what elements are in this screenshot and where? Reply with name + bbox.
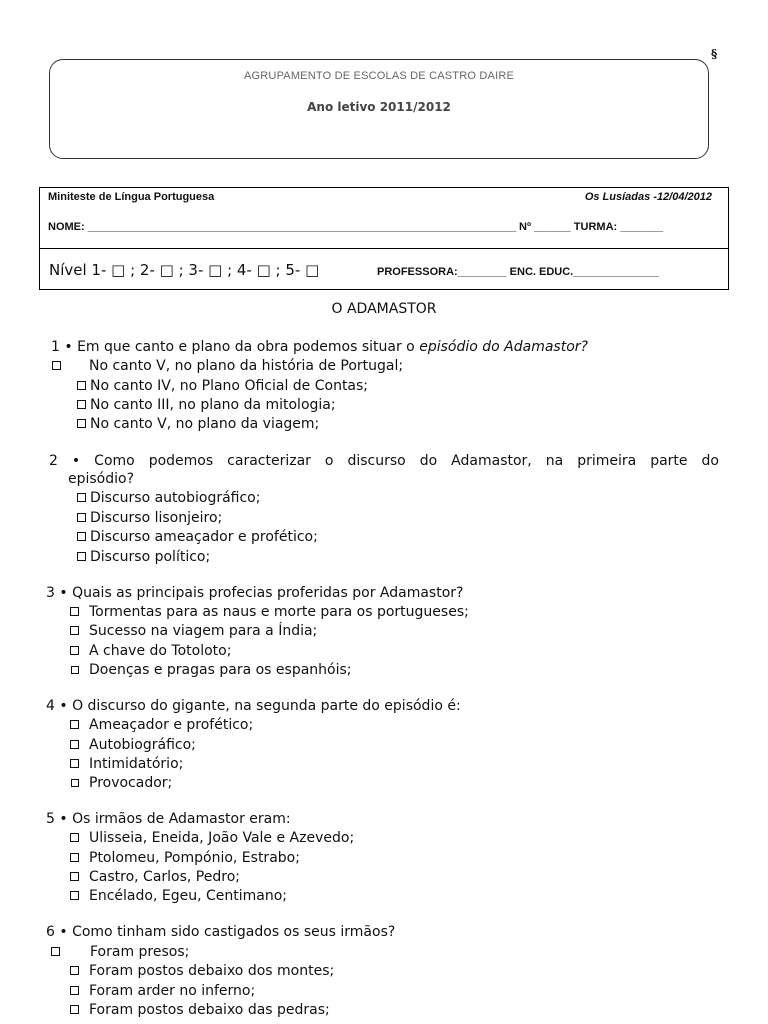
checkbox-icon — [71, 666, 79, 674]
option-checkbox: No canto IV, no Plano Oficial de Contas; — [77, 377, 368, 396]
question-4-text: 4 • O discurso do gigante, na segunda parte do episódio é: — [46, 698, 461, 714]
question-5-text: 5 • Os irmãos de Adamastor eram: — [46, 811, 291, 827]
school-year: Ano letivo 2011/2012 — [307, 100, 451, 114]
option-checkbox: A chave do Totoloto; — [70, 642, 231, 661]
option-checkbox: Foram arder no inferno; — [70, 982, 255, 1001]
checkbox-icon — [70, 646, 79, 655]
checkbox-icon — [51, 947, 60, 956]
school-name: AGRUPAMENTO DE ESCOLAS DE CASTRO DAIRE — [243, 70, 515, 82]
checkbox-icon — [70, 740, 79, 749]
checkbox-icon — [77, 381, 86, 390]
checkbox-icon — [70, 872, 79, 881]
option-checkbox: Discurso ameaçador e profético; — [77, 528, 318, 547]
info-row-bottom — [40, 249, 728, 290]
info-row-top — [40, 188, 728, 249]
checkbox-icon — [70, 720, 79, 729]
option-checkbox: Tormentas para as naus e morte para os portugueses; — [70, 603, 469, 622]
checkbox-icon — [70, 626, 79, 635]
name-number-class-fields: NOME: ______________________________________________________________________ Nº ______ TURMA: _______ — [48, 221, 664, 233]
option-checkbox: Discurso autobiográfico; — [77, 489, 260, 508]
option-checkbox: Discurso político; — [77, 548, 210, 567]
level-checkboxes: Nível 1- □ ; 2- □ ; 3- □ ; 4- □ ; 5- □ — [49, 261, 320, 279]
work-and-date: Os Lusíadas -12/04/2012 — [584, 191, 712, 203]
teacher-guardian-fields: PROFESSORA:________ ENC. EDUC.______________ — [377, 266, 659, 278]
option-checkbox: Sucesso na viagem para a Índia; — [70, 622, 317, 641]
corner-mark: § — [711, 47, 718, 61]
option-checkbox: No canto III, no plano da mitologia; — [77, 396, 336, 415]
option-checkbox: No canto V, no plano da viagem; — [77, 415, 319, 434]
student-info-box — [39, 187, 729, 290]
checkbox-icon — [52, 361, 61, 370]
option-checkbox: Ulisseia, Eneida, João Vale e Azevedo; — [70, 829, 354, 848]
checkbox-icon — [77, 532, 86, 541]
option-checkbox: No canto V, no plano da história de Portugal; — [52, 357, 403, 376]
option-checkbox: Provocador; — [71, 774, 172, 793]
option-checkbox: Castro, Carlos, Pedro; — [70, 868, 240, 887]
checkbox-icon — [70, 833, 79, 842]
option-checkbox: Discurso lisonjeiro; — [77, 509, 222, 528]
checkbox-icon — [77, 400, 86, 409]
checkbox-icon — [77, 419, 86, 428]
checkbox-icon — [70, 759, 79, 768]
question-3-text: 3 • Quais as principais profecias proferidas por Adamastor? — [46, 585, 464, 601]
option-checkbox: Ptolomeu, Pompónio, Estrabo; — [70, 849, 300, 868]
checkbox-icon — [70, 891, 79, 900]
checkbox-icon — [70, 1005, 79, 1014]
checkbox-icon — [77, 552, 86, 561]
test-subject: Miniteste de Língua Portuguesa — [48, 191, 215, 203]
question-1-text: 1 • Em que canto e plano da obra podemos situar o episódio do Adamastor? — [51, 339, 588, 355]
option-checkbox: Foram postos debaixo das pedras; — [70, 1001, 330, 1020]
checkbox-icon — [70, 853, 79, 862]
question-2-text: 2 • Como podemos caracterizar o discurso do Adamastor, na primeira parte do — [49, 453, 719, 469]
checkbox-icon — [71, 779, 79, 787]
school-header-box — [49, 59, 709, 159]
option-checkbox: Foram postos debaixo dos montes; — [70, 962, 334, 981]
option-checkbox: Ameaçador e profético; — [70, 716, 253, 735]
option-checkbox: Autobiográfico; — [70, 736, 196, 755]
document-title: O ADAMASTOR — [331, 301, 437, 317]
checkbox-icon — [70, 607, 79, 616]
question-2-text-cont: episódio? — [68, 471, 135, 487]
checkbox-icon — [77, 513, 86, 522]
checkbox-icon — [70, 986, 79, 995]
option-checkbox: Foram presos; — [51, 943, 189, 962]
checkbox-icon — [70, 966, 79, 975]
option-checkbox: Encélado, Egeu, Centimano; — [70, 887, 287, 906]
question-6-text: 6 • Como tinham sido castigados os seus irmãos? — [46, 924, 396, 940]
option-checkbox: Doenças e pragas para os espanhóis; — [71, 661, 352, 680]
option-checkbox: Intimidatório; — [70, 755, 183, 774]
checkbox-icon — [77, 493, 86, 502]
